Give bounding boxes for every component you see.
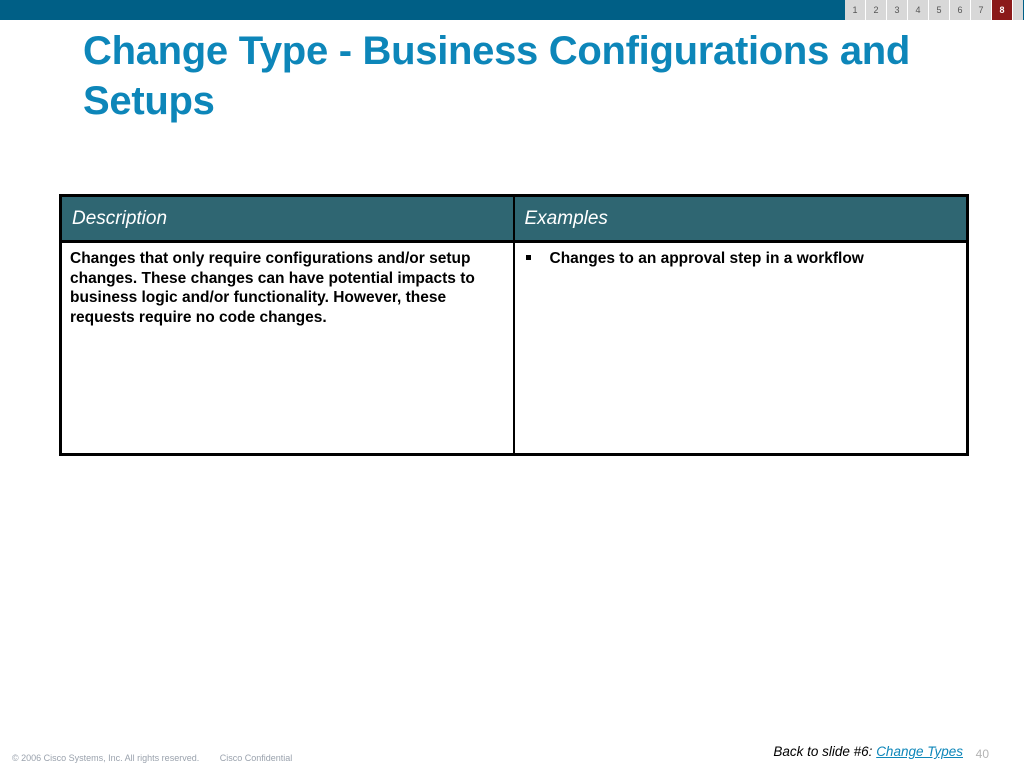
nav-slide-5[interactable]: 5 [929,0,949,20]
copyright-text: © 2006 Cisco Systems, Inc. All rights reserved. [12,753,200,763]
nav-slide-2[interactable]: 2 [866,0,886,20]
description-text: Changes that only require configurations and/or setup changes. These changes can have potential impacts to business logic and/or functionality. However, these requests require no code changes. [70,250,475,326]
example-text: Changes to an approval step in a workflow [549,250,864,267]
back-prefix: Back to slide #6: [773,744,877,759]
change-type-table [59,194,969,456]
nav-slide-4[interactable]: 4 [908,0,928,20]
square-bullet-icon [526,255,531,260]
slide-navigation [845,0,1023,20]
examples-list [523,249,959,269]
slide-title: Change Type - Business Configurations and Setups [83,29,911,123]
list-item [523,249,959,269]
confidential-text: Cisco Confidential [219,753,293,763]
nav-slide-3[interactable]: 3 [887,0,907,20]
nav-slide-6[interactable]: 6 [950,0,970,20]
table-row [61,242,968,455]
nav-overflow-edge [1013,0,1023,20]
header-description: Description [61,196,514,242]
footer-left [12,753,292,763]
back-to-slide [773,744,963,759]
nav-slide-8-active[interactable]: 8 [992,0,1012,20]
page-number: 40 [975,747,989,761]
change-types-link[interactable]: Change Types [876,744,963,759]
table-header-row [61,196,968,242]
description-cell [61,242,514,455]
nav-slide-7[interactable]: 7 [971,0,991,20]
examples-cell [514,242,968,455]
header-examples: Examples [514,196,968,242]
nav-slide-1[interactable]: 1 [845,0,865,20]
